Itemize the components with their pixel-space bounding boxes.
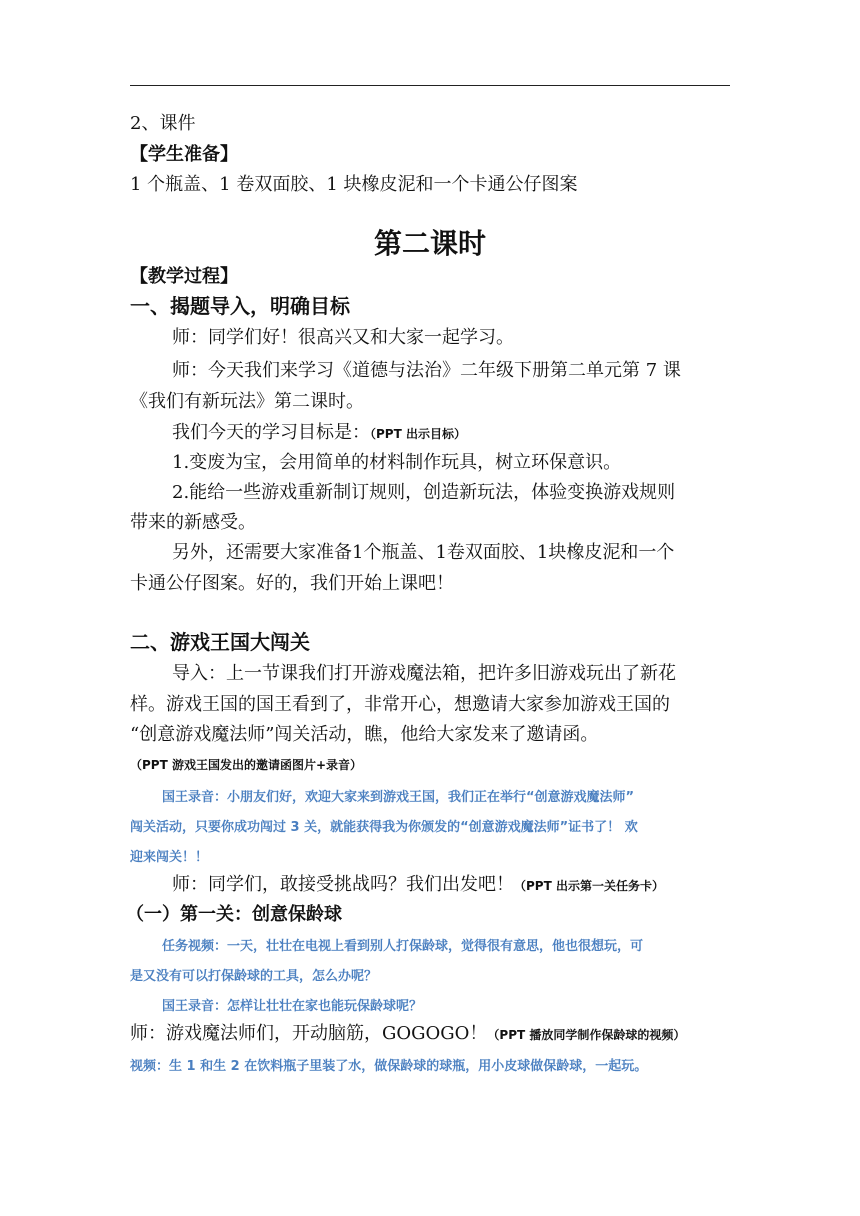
paragraph: 另外，还需要大家准备1个瓶盖、1卷双面胶、1块橡皮泥和一个 [172, 542, 675, 563]
task-video: 任务视频：一天，壮壮在电视上看到别人打保龄球，觉得很有意思，他也很想玩，可 [162, 939, 644, 954]
goal-item: 1.变废为宝，会用简单的材料制作玩具，树立环保意识。 [172, 452, 622, 473]
paragraph: 卡通公仔图案。好的，我们开始上课吧！ [130, 573, 454, 594]
task-video: 是又没有可以打保龄球的工具，怎么办呢？ [130, 969, 378, 984]
paragraph: 师：同学们，敢接受挑战吗？我们出发吧！（PPT 出示第一关任务卡） [172, 874, 664, 895]
king-recording: 国王录音：小朋友们好，欢迎大家来到游戏王国，我们正在举行“创意游戏魔法师” [162, 790, 635, 805]
lesson-title: 第二课时 [373, 227, 486, 260]
paragraph: 师：游戏魔法师们，开动脑筋，GOGOGO！（PPT 播放同学制作保龄球的视频） [130, 1023, 686, 1044]
paragraph: “创意游戏魔法师”闯关活动，瞧，他给大家发来了邀请函。 [130, 724, 599, 745]
section2-heading: 二、游戏王国大闯关 [130, 630, 310, 654]
paragraph: 《我们有新玩法》第二课时。 [130, 391, 364, 412]
video-description: 视频：生 1 和生 2 在饮料瓶子里装了水，做保龄球的球瓶，用小皮球做保龄球，一起玩。 [130, 1059, 648, 1074]
king-recording: 国王录音：怎样让壮壮在家也能玩保龄球呢？ [162, 999, 423, 1014]
king-recording: 迎来闯关！！ [130, 850, 209, 865]
ppt-note: （PPT 游戏王国发出的邀请函图片+录音） [130, 758, 363, 772]
paragraph: 师：今天我们来学习《道德与法治》二年级下册第二单元第 7 课 [172, 360, 681, 381]
prep-item-2: 2、课件 [130, 113, 196, 134]
paragraph: 我们今天的学习目标是：（PPT 出示目标） [172, 422, 466, 443]
student-prep-text: 1 个瓶盖、1 卷双面胶、1 块橡皮泥和一个卡通公仔图案 [130, 174, 578, 195]
goal-item: 带来的新感受。 [130, 512, 256, 533]
level1-heading: （一）第一关：创意保龄球 [126, 904, 342, 925]
king-recording: 闯关活动，只要你成功闯过 3 关，就能获得我为你颁发的“创意游戏魔法师”证书了！ 欢 [130, 820, 638, 835]
student-prep-heading: 【学生准备】 [130, 144, 238, 165]
paragraph: 师：同学们好！很高兴又和大家一起学习。 [172, 327, 514, 348]
ppt-note: （PPT 出示目标） [370, 427, 466, 441]
paragraph: 导入：上一节课我们打开游戏魔法箱，把许多旧游戏玩出了新花 [172, 663, 676, 684]
paragraph: 样。游戏王国的国王看到了，非常开心，想邀请大家参加游戏王国的 [130, 694, 670, 715]
header-rule [130, 85, 730, 86]
process-heading: 【教学过程】 [130, 266, 238, 287]
section1-heading: 一、揭题导入，明确目标 [130, 294, 350, 318]
ppt-note: （PPT 播放同学制作保龄球的视频） [487, 1028, 686, 1042]
ppt-note: （PPT 出示第一关任务卡） [514, 879, 664, 893]
goal-item: 2.能给一些游戏重新制订规则，创造新玩法，体验变换游戏规则 [172, 482, 676, 503]
